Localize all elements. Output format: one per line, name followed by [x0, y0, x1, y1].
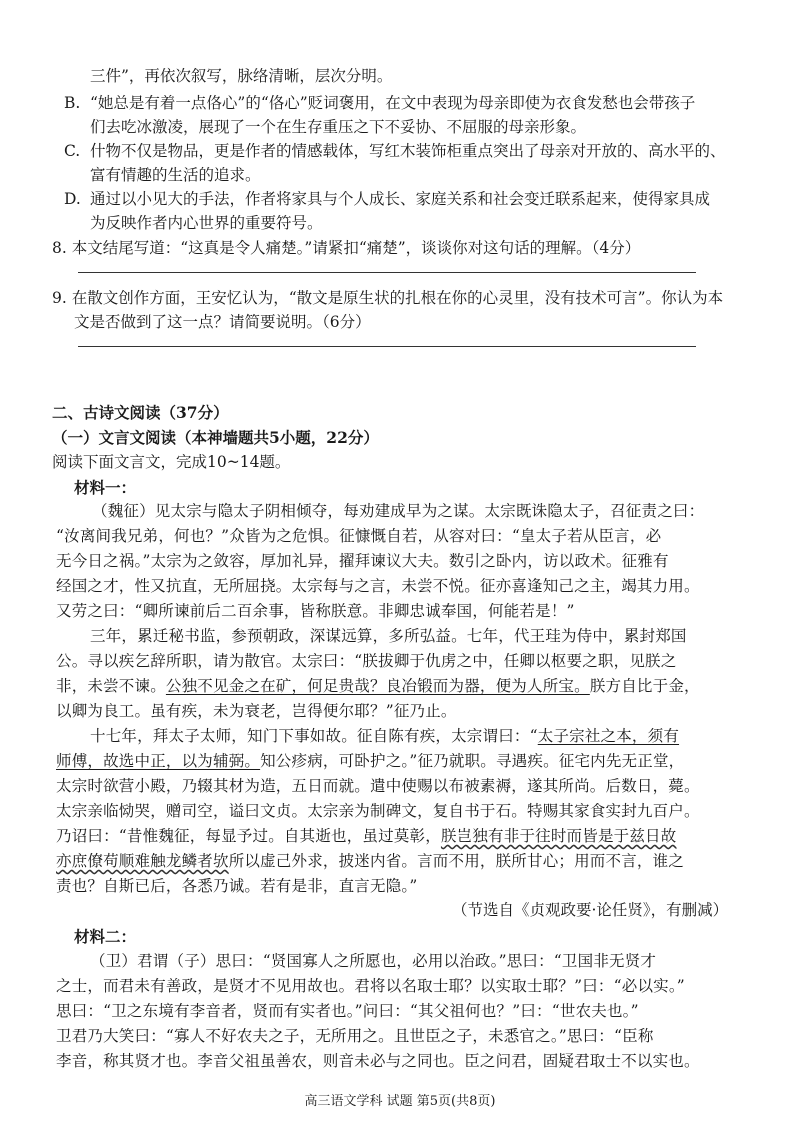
answer-line-q9[interactable] — [78, 346, 696, 347]
text-segment: 非，未尝不谏。 — [56, 677, 166, 695]
material-1-line: 无今日之祸。”太宗为之敛容，厚加礼异，擢拜谏议大夫。数引之卧内，访以政术。征雅有 — [56, 552, 669, 570]
option-d-text: 通过以小见大的手法，作者将家具与个人成长、家庭关系和社会变迁联系起来，使得家具成 — [90, 190, 711, 208]
option-c-label: C. — [64, 142, 81, 160]
underlined-sentence-1: 公独不见金之在矿，何足贵哉？良冶锻而为器，便为人所宝。 — [165, 677, 590, 695]
option-d — [64, 189, 710, 209]
question-8: 8. 本文结尾写道：“这真是令人痛楚。”请紧扣“痛楚”，谈谈你对这句话的理解。（4分） — [52, 239, 641, 257]
text-segment: 乃诏曰：“昔惟魏征，每显予过。自其逝也，虽过莫彰， — [56, 827, 441, 845]
material-1-title: 材料一： — [74, 478, 137, 497]
material-1-line: 又劳之曰：“卿所谏前后二百余事，皆称朕意。非卿忠诚奉国，何能若是！” — [56, 602, 575, 620]
option-c-text: 什物不仅是物品，更是作者的情感载体，写红木装饰柜重点突出了母亲对开放的、高水平的、 — [90, 142, 726, 160]
underlined-sentence-2-cont: 师傅，故选中正，以为辅弼。 — [56, 752, 261, 770]
material-2-line: 思曰：“卫之东境有李音者，贤而有实者也。”问曰：“其父祖何也？”曰：“世农夫也。” — [56, 1002, 639, 1020]
material-1-line — [56, 676, 700, 696]
underlined-sentence-2: 太子宗社之本，须有 — [537, 727, 680, 745]
page-footer: 高三语文学科 试题 第5页(共8页) — [304, 1094, 496, 1109]
text-segment: 十七年，拜太子太师，知门下事如故。征自陈有疾，太宗谓曰：“ — [90, 727, 538, 745]
material-1-line: 太宗亲临恸哭，赠司空，谥曰文贞。太宗亲为制碑文，复自书于石。特赐其家食实封九百户。 — [56, 802, 700, 820]
option-b — [64, 93, 695, 113]
material-2-line: （卫）君谓（子）思曰：“贤国寡人之所愿也，必用以治政。”思曰：“卫国非无贤才 — [90, 952, 657, 970]
section-2-title: 二、古诗文阅读（37分） — [52, 403, 229, 422]
option-a-continuation: 三件”，再依次叙写，脉络清晰，层次分明。 — [90, 67, 393, 85]
question-9-line1: 9. 在散文创作方面，王安忆认为，“散文是原生状的扎根在你的心灵里，没有技术可言”。你认为本 — [52, 289, 724, 307]
wavy-underlined-sentence-cont: 亦庶僚苟顺难触龙鳞者欤 — [56, 852, 229, 870]
text-segment: 所以虚己外求，披迷内省。言而不用，朕所甘心；用而不言，谁之 — [228, 852, 685, 870]
text-segment: 朕方自比于金， — [589, 677, 700, 695]
material-1-line: 经国之才，性又抗直，无所屈挠。太宗每与之言，未尝不悦。征亦喜逢知己之主，竭其力用。 — [56, 577, 700, 595]
option-d-text-line2: 为反映作者内心世界的重要符号。 — [90, 214, 323, 232]
material-1-line: 责也？自斯已后，各悉乃诚。若有是非，直言无隐。” — [56, 877, 418, 895]
material-2-line: 李音，称其贤才也。李音父祖虽善农，则音未必与之同也。臣之问君，固疑君取士不以实也。 — [56, 1052, 700, 1070]
option-b-text-line2: 们去吃冰激凌，展现了一个在生存重压之下不妥协、不屈服的母亲形象。 — [90, 118, 587, 136]
wavy-underlined-sentence: 朕岂独有非于往时而皆是于兹日故 — [440, 827, 677, 845]
material-1-line — [56, 826, 676, 846]
option-c-text-line2: 富有情趣的生活的追求。 — [90, 166, 261, 184]
reading-instruction: 阅读下面文言文，完成10~14题。 — [52, 453, 291, 471]
source-citation: （节选自《贞观政要·论任贤》，有删减） — [452, 901, 729, 919]
material-1-line: “汝离间我兄弟，何也？”众皆为之危惧。征慷慨自若，从容对曰：“皇太子若从臣言，必 — [56, 527, 662, 545]
option-b-text: “她总是有着一点佫心”的“佫心”贬词褒用，在文中表现为母亲即使为衣食发愁也会带孩子 — [90, 94, 696, 112]
option-b-label: B. — [64, 94, 81, 112]
material-1-line — [90, 726, 679, 746]
question-9-line2: 文是否做到了这一点？请简要说明。（6分） — [74, 313, 371, 331]
option-c — [64, 141, 726, 161]
material-1-line — [56, 851, 684, 871]
material-2-line: 卫君乃大笑曰：“寡人不好农夫之子，无所用之。且世臣之子，未悉官之。”思曰：“臣称 — [56, 1027, 654, 1045]
answer-line-q8[interactable] — [78, 272, 696, 273]
material-1-line: 三年，累迁秘书监，参预朝政，深谋远算，多所弘益。七年，代王珪为侍中，累封郑国 — [90, 627, 687, 645]
material-1-line — [56, 751, 684, 771]
material-1-line: 公。寻以疾乞辞所职，请为散官。太宗曰：“朕拔卿于仇虏之中，任卿以枢要之职，见朕之 — [56, 652, 677, 670]
option-d-label: D. — [64, 190, 81, 208]
text-segment: 知公疹病，可卧护之。”征乃就职。寻遇疾。征宅内先无正堂， — [260, 752, 685, 770]
material-2-title: 材料二： — [74, 927, 137, 946]
material-2-line: 之士，而君未有善政，是贤才不见用故也。君将以名取士耶？以实取士耶？”曰：“必以实。” — [56, 977, 685, 995]
material-1-line: 太宗时欲营小殿，乃辍其材为造，五日而就。遣中使赐以布被素褥，遂其所尚。后数日，薨。 — [56, 777, 700, 795]
subsection-classical-chinese: （一）文言文阅读（本神墙题共5小题，22分） — [52, 428, 379, 447]
material-1-line: 以卿为良工。虽有疾，未为衰老，岂得便尔耶？”征乃止。 — [56, 702, 457, 720]
material-1-line: （魏征）见太宗与隐太子阴相倾夺，每劝建成早为之谋。太宗既诛隐太子，召征责之曰： — [92, 502, 705, 520]
